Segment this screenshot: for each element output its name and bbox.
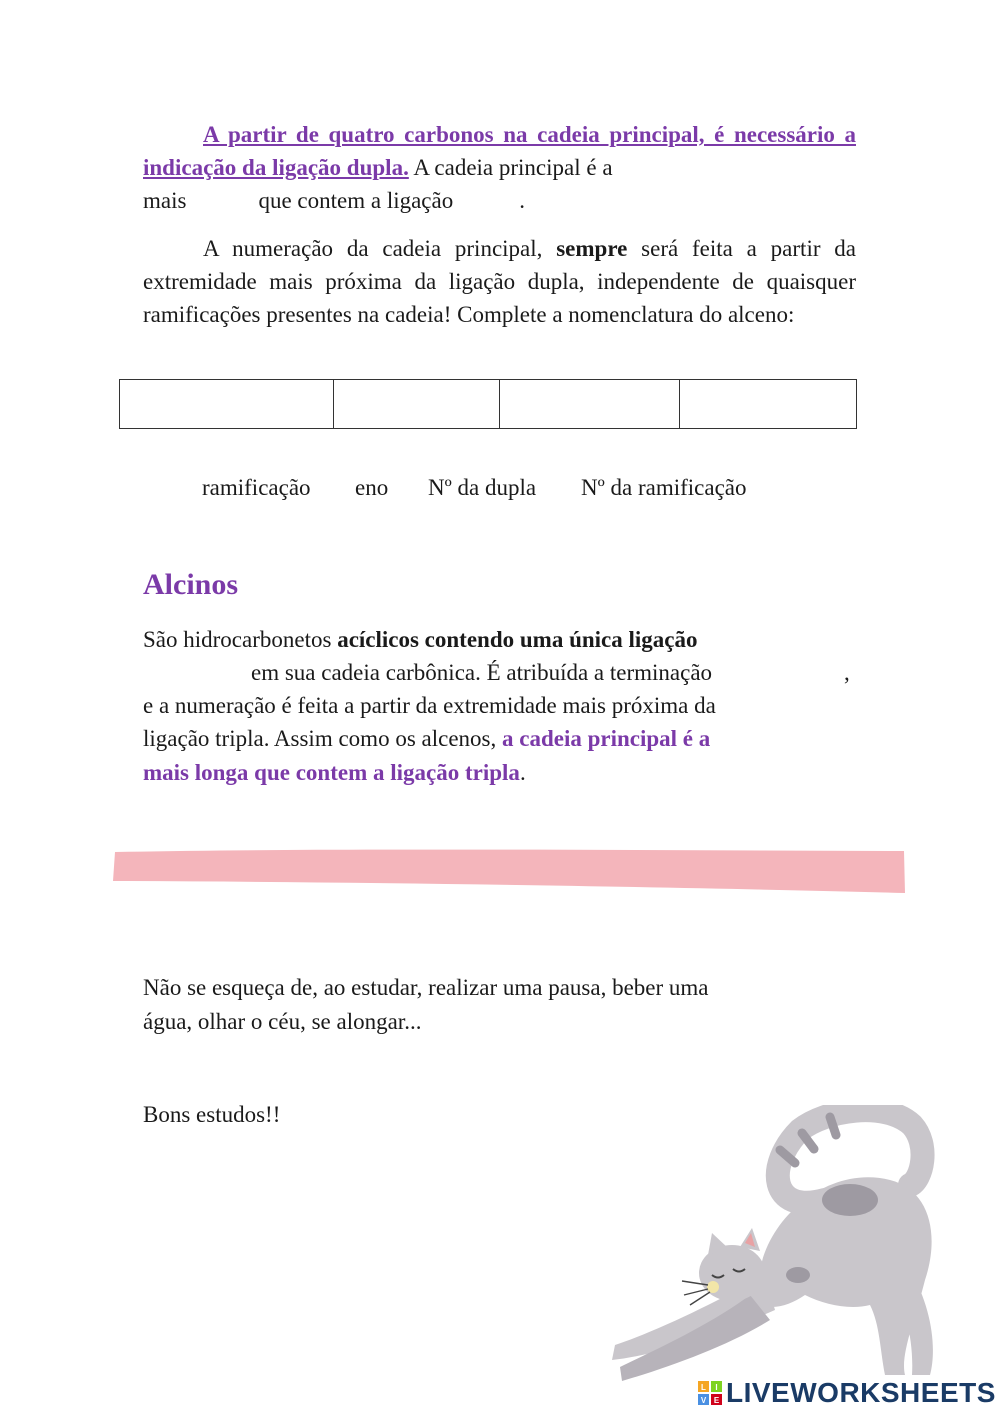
answer-cell-1[interactable] [120, 380, 334, 429]
alkene-name-table [119, 379, 857, 429]
alcinos-line2: em sua cadeia carbônica. É atribuída a terminação [251, 660, 713, 685]
numbering-bold: sempre [556, 236, 628, 261]
alcinos-heading: Alcinos [143, 568, 239, 601]
word-bank-1: ramificação [202, 475, 311, 500]
intro-highlight: A partir de quatro carbonos na cadeia principal, é necessário a indicação da ligação dupla. [143, 122, 856, 180]
alcinos-line1: São hidrocarbonetos acíclicos contendo uma única ligação [143, 627, 698, 652]
alcinos-line3: e a numeração é feita a partir da extremidade mais próxima da [143, 693, 716, 718]
closing-text: Bons estudos!! [143, 1102, 281, 1127]
cat-illustration [600, 1105, 945, 1385]
liveworksheets-wordmark: LIVEWORKSHEETS [726, 1377, 996, 1408]
logo-letter-v: V [700, 1396, 707, 1405]
word-bank-3: Nº da dupla [428, 475, 537, 500]
intro-line3: mais que contem a ligação . [143, 188, 525, 213]
answer-cell-3[interactable] [500, 380, 680, 429]
answer-cell-4[interactable] [680, 380, 857, 429]
reminder-line1: Não se esqueça de, ao estudar, realizar uma pausa, beber uma [143, 975, 709, 1000]
answer-cell-2[interactable] [334, 380, 500, 429]
logo-letter-e: E [713, 1396, 720, 1405]
alcinos-line4: ligação tripla. Assim como os alcenos, a cadeia principal é a [143, 726, 711, 751]
alcinos-line5: mais longa que contem a ligação tripla. [143, 760, 526, 785]
pink-divider [113, 848, 906, 898]
reminder-line2: água, olhar o céu, se alongar... [143, 1009, 422, 1034]
intro-after-highlight: A cadeia principal é a [413, 155, 613, 180]
numbering-paragraph: A numeração da cadeia principal, sempre será feita a partir da extremidade mais próxima da ligação dupla, independente de quaisquer ramificações presentes na cadeia! Complete a nomenclatura do alceno: [143, 236, 857, 327]
logo-letter-i: I [715, 1383, 718, 1392]
alcinos-line2-end: , [844, 660, 850, 685]
intro-paragraph [143, 118, 856, 184]
liveworksheets-logo [698, 1376, 996, 1410]
word-bank-4: Nº da ramificação [581, 475, 747, 500]
logo-letter-l: L [701, 1383, 706, 1392]
word-bank-2: eno [355, 475, 389, 500]
liveworksheets-icon [698, 1381, 722, 1405]
